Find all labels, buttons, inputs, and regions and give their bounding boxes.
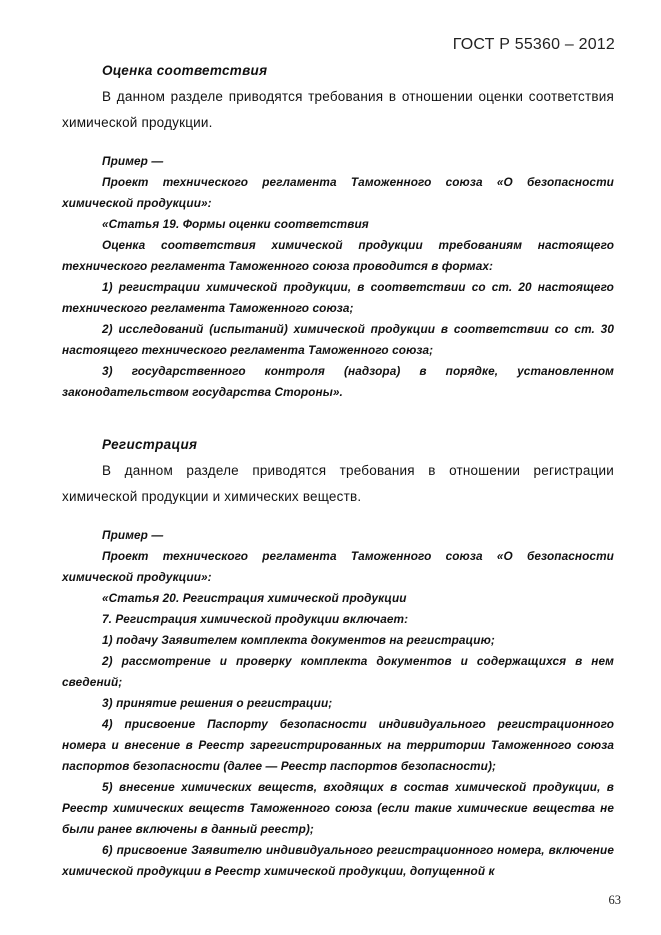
example-line: 1) регистрации химической продукции, в соответствии со ст. 20 настоящего технического регламента Таможенного союза; bbox=[62, 280, 614, 315]
example-label: Пример — bbox=[102, 528, 164, 542]
example-line: 3) принятие решения о регистрации; bbox=[102, 696, 333, 710]
example-line: 7. Регистрация химической продукции включает: bbox=[102, 612, 409, 626]
page-content bbox=[62, 63, 614, 882]
section-paragraph-conformity: В данном разделе приводятся требования в отношении оценки соответствия химической продукции. bbox=[62, 89, 614, 130]
example-label: Пример — bbox=[102, 154, 164, 168]
example-line: 6) присвоение Заявителю индивидуального регистрационного номера, включение химической продукции в Реестр химической продукции, допущенной к bbox=[62, 843, 614, 878]
section-paragraph-registration: В данном разделе приводятся требования в отношении регистрации химической продукции и химических веществ. bbox=[62, 463, 614, 504]
example-line: 1) подачу Заявителем комплекта документов на регистрацию; bbox=[102, 633, 495, 647]
example-line: 3) государственного контроля (надзора) в порядке, установленном законодательством государства Стороны». bbox=[62, 364, 614, 399]
section-heading-registration: Регистрация bbox=[102, 437, 198, 452]
example-line: «Статья 19. Формы оценки соответствия bbox=[102, 217, 369, 231]
example-line: Проект технического регламента Таможенного союза «О безопасности химической продукции»: bbox=[62, 549, 614, 584]
section-heading-conformity: Оценка соответствия bbox=[102, 63, 268, 78]
example-line: Оценка соответствия химической продукции требованиям настоящего технического регламента Таможенного союза проводится в формах: bbox=[62, 238, 614, 273]
example-line: Проект технического регламента Таможенного союза «О безопасности химической продукции»: bbox=[62, 175, 614, 210]
example-line: 4) присвоение Паспорту безопасности индивидуального регистрационного номера и внесение в Реестр зарегистрированных на территории Таможенного союза паспортов безопасности (далее — Реестр паспортов безопасности); bbox=[62, 717, 614, 773]
example-line: 2) рассмотрение и проверку комплекта документов и содержащихся в нем сведений; bbox=[62, 654, 614, 689]
example-line: 2) исследований (испытаний) химической продукции в соответствии со ст. 30 настоящего технического регламента Таможенного союза; bbox=[62, 322, 614, 357]
document-standard-number: ГОСТ Р 55360 – 2012 bbox=[452, 36, 615, 53]
page-number: 63 bbox=[608, 893, 621, 907]
example-line: «Статья 20. Регистрация химической продукции bbox=[102, 591, 407, 605]
example-line: 5) внесение химических веществ, входящих в состав химической продукции, в Реестр химических веществ Таможенного союза (если такие химические вещества не были ранее включены в данный реестр); bbox=[62, 780, 614, 836]
